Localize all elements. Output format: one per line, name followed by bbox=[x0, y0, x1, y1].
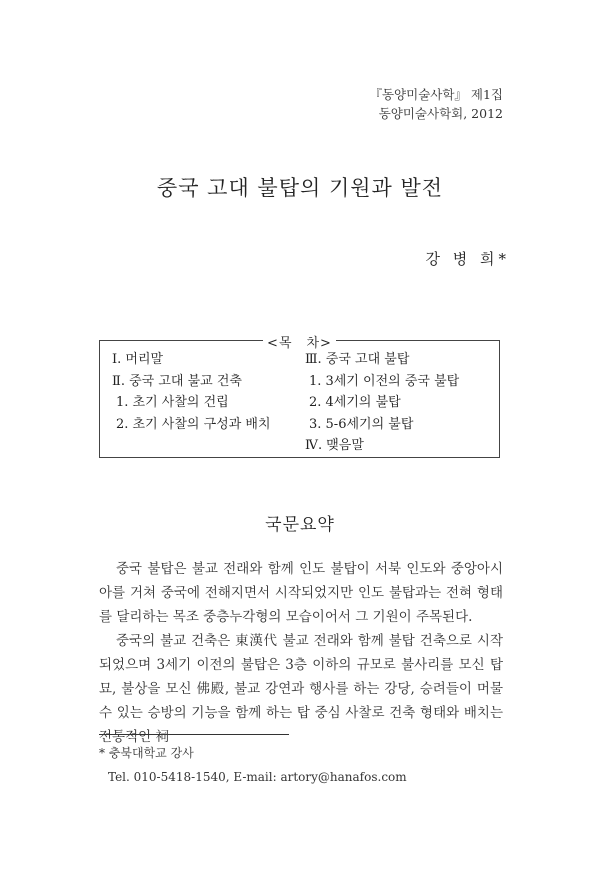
abstract-heading: 국문요약 bbox=[265, 515, 335, 535]
toc-item: Ⅱ. 중국 고대 불교 건축 bbox=[112, 373, 242, 389]
toc-item: Ⅲ. 중국 고대 불탑 bbox=[305, 352, 410, 367]
journal-name: 『동양미술사학』 제1집 bbox=[369, 87, 503, 102]
footnote bbox=[99, 741, 407, 789]
table-of-contents bbox=[99, 336, 500, 458]
journal-info bbox=[369, 85, 503, 123]
journal-publisher: 동양미술사학회, 2012 bbox=[378, 106, 503, 121]
toc-item: 1. 3세기 이전의 중국 불탑 bbox=[309, 373, 460, 389]
footnote-contact: Tel. 010-5418-1540, E-mail: artory@hanafos.com bbox=[108, 770, 407, 784]
toc-item: 2. 4세기의 불탑 bbox=[309, 395, 401, 410]
toc-left-column bbox=[112, 349, 271, 435]
author-name: 강 병 희* bbox=[425, 250, 510, 268]
toc-item: 2. 초기 사찰의 구성과 배치 bbox=[116, 416, 271, 432]
abstract-paragraph: 중국의 불교 건축은 東漢代 불교 전래와 함께 불탑 건축으로 시작되었으며 3세기 이전의 불탑은 3층 이하의 규모로 불사리를 모신 탑묘, 불상을 모신 佛殿, 불교 강연과 행사를 하는 강당, 승려들이 머물 수 있는 승방의 기능을 함께 하는 탑 중심 사찰로 건축 형태와 배치는 전통적인 祠 bbox=[99, 633, 503, 745]
toc-item: 3. 5-6세기의 불탑 bbox=[309, 416, 414, 432]
paper-title: 중국 고대 불탑의 기원과 발전 bbox=[156, 176, 444, 200]
abstract-body bbox=[99, 557, 503, 749]
toc-item: 1. 초기 사찰의 건립 bbox=[116, 395, 229, 410]
toc-item: Ⅰ. 머리말 bbox=[112, 352, 164, 367]
abstract-paragraph: 중국 불탑은 불교 전래와 함께 인도 불탑이 서북 인도와 중앙아시아를 거쳐 중국에 전해지면서 시작되었지만 인도 불탑과는 전혀 형태를 달리하는 목조 중층누각형의 모습이어서 그 기원이 주목된다. bbox=[99, 561, 503, 625]
toc-heading: <목 차> bbox=[100, 332, 499, 351]
toc-right-column bbox=[305, 349, 459, 457]
toc-item: Ⅳ. 맺음말 bbox=[305, 438, 364, 453]
footnote-affiliation: * 충북대학교 강사 bbox=[99, 746, 194, 760]
footnote-divider bbox=[99, 734, 289, 735]
